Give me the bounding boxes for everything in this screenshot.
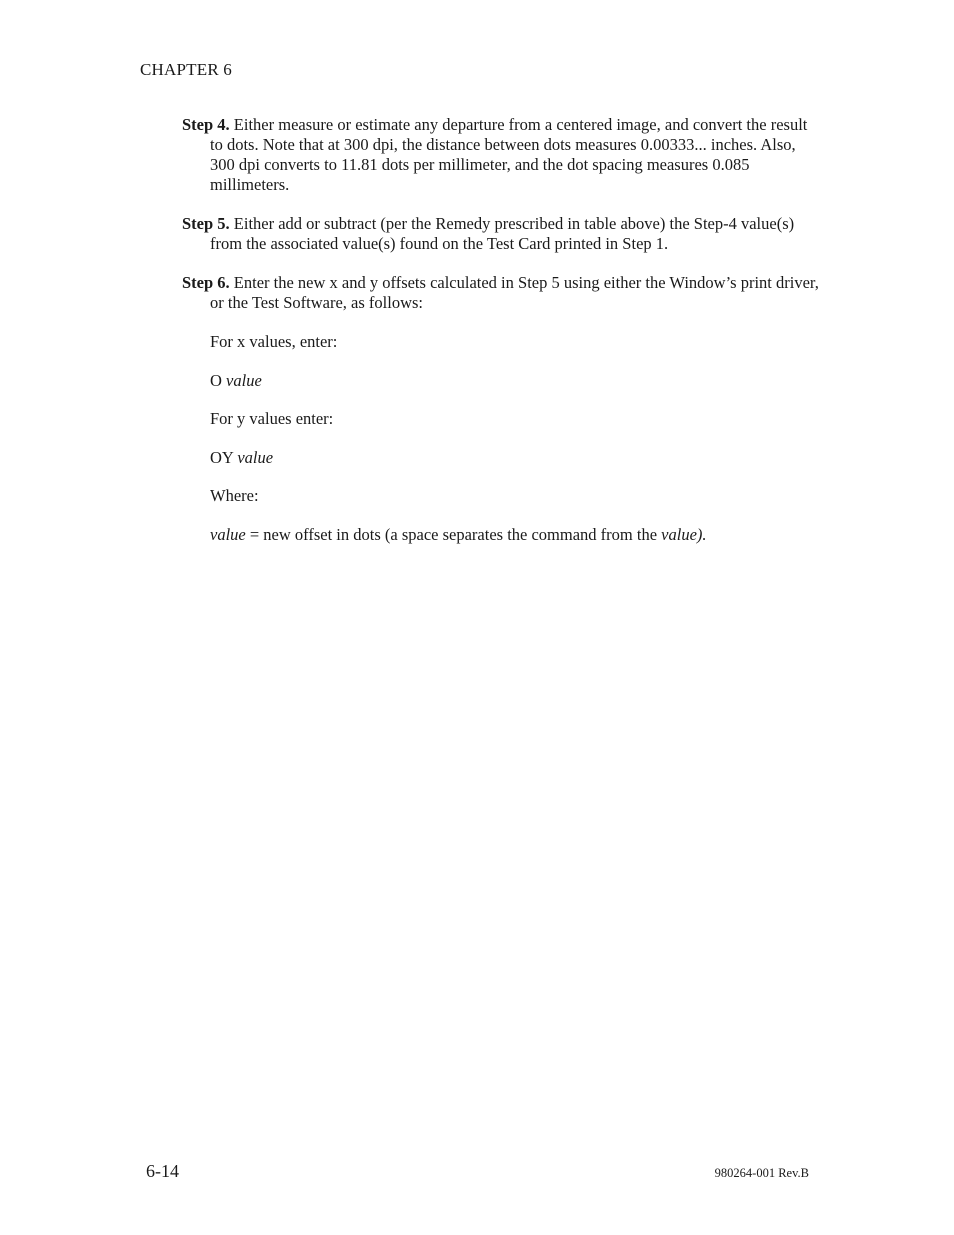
x-values-intro: For x values, enter: bbox=[210, 332, 338, 351]
x-command-name: O bbox=[210, 370, 227, 390]
y-command-value: value bbox=[237, 447, 274, 467]
step-6-text: Enter the new x and y offsets calculated in Step 5 using either the Window’s print driver, or the Test Software, as follows: bbox=[210, 273, 819, 312]
step-5-text: Either add or subtract (per the Remedy prescribed in table above) the Step-4 value(s) from the associated value(s) found on the Test Card printed in Step 1. bbox=[210, 214, 795, 253]
page-body bbox=[182, 115, 822, 563]
value-definition-term: value bbox=[210, 524, 246, 544]
document-number: 980264-001 Rev.B bbox=[714, 1166, 809, 1180]
y-values-intro: For y values enter: bbox=[210, 409, 334, 428]
x-command bbox=[210, 371, 822, 391]
value-definition bbox=[210, 525, 822, 545]
y-command-name: OY bbox=[210, 447, 238, 467]
y-command bbox=[210, 448, 822, 468]
step-5-label: Step 5. bbox=[182, 214, 230, 233]
where-label: Where: bbox=[210, 486, 259, 505]
step-6-paragraph bbox=[182, 273, 822, 313]
step-4-paragraph bbox=[182, 115, 822, 195]
page-number: 6-14 bbox=[146, 1161, 179, 1181]
value-definition-term-end: value). bbox=[661, 524, 707, 544]
step-4-text: Either measure or estimate any departure from a centered image, and convert the result to dots. Note that at 300 dpi, the distance between dots measures 0.00333... inches. Also, 300 dpi converts to 11.81 dots per millimeter, and the dot spacing measures 0.085 millimeters. bbox=[210, 115, 808, 194]
step-6-label: Step 6. bbox=[182, 273, 230, 292]
chapter-header: CHAPTER 6 bbox=[140, 60, 233, 79]
value-definition-text: = new offset in dots (a space separates the command from the bbox=[245, 524, 662, 544]
step-5-paragraph bbox=[182, 214, 822, 254]
step-4-label: Step 4. bbox=[182, 115, 230, 134]
x-command-value: value bbox=[226, 370, 262, 390]
